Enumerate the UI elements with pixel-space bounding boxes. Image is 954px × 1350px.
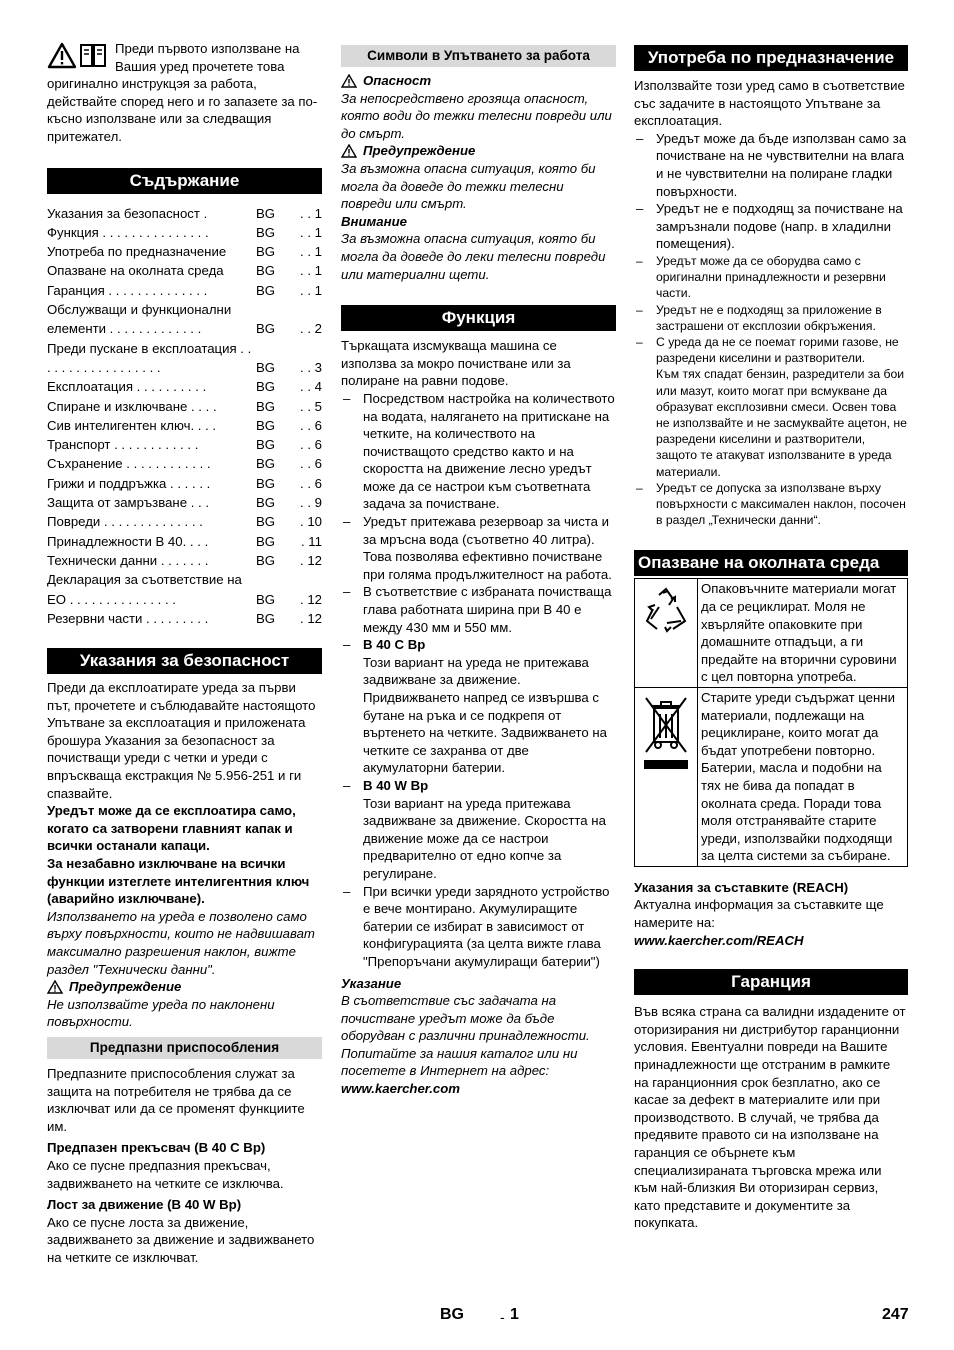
table-row [635,579,908,688]
environment-table [634,578,908,867]
toc-title: Грижи и поддръжка . . . . . . [47,475,211,491]
warning-label: Предупреждение [363,143,476,159]
list-item [341,777,616,883]
danger-label-row [341,72,616,90]
symbols-heading: Символи в Упътването за работа [341,45,616,67]
danger-text: За непосредствено грозяща опасност, която води до тежки телесни повреди или до смърт. [341,90,612,141]
footer-lang: BG [440,1306,464,1323]
switch-text: Ако се пусне предпазния прекъсвач, задвижването на четките се изключва. [47,1157,284,1191]
use-list [634,130,908,253]
toc-lang: BG [256,359,276,375]
toc-title: Повреди . . . . . . . . . . . . . . [47,514,203,530]
toc-title: Функция . . . . . . . . . . . . . . . [47,224,209,240]
list-item [634,334,908,480]
toc-title: Сив интелигентен ключ. . . . [47,417,217,433]
toc-row[interactable] [47,339,322,378]
toc-title: Съхранение . . . . . . . . . . . . [47,456,211,472]
toc-lang: BG [256,282,276,298]
toc-page: . . 9 [300,495,322,511]
toc-page: . 11 [300,533,322,549]
variant-c-title: B 40 C Bp [363,637,426,653]
toc-page: . . 2 [300,321,322,337]
toc-lang: BG [256,514,276,530]
toc-row[interactable] [47,261,322,280]
toc-lang: BG [256,244,276,260]
table-of-contents [47,204,322,629]
toc-row[interactable] [47,204,322,223]
safety-intro: Преди да експлоатирате уреда за първи път, прочетете и съблюдавайте настоящото Упътване за експлоатация и приложената брошура Указания за безопасност за почистващи уреди с четки и уреди с впръскваща екстракция № 5.956-251 и ги спазвайте. [47,680,316,801]
toc-row[interactable] [47,532,322,551]
toc-page: . . 4 [300,379,322,395]
list-item: – Уредът може да се оборудва само с оригинални принадлежности и резервни части. [634,253,908,302]
old-devices-text: Старите уреди съдържат ценни материали, подлежащи на рециклиране, които могат да бъдат употребени повторно. Батерии, масла и подобни на тях не бива да попадат в околната среда. Поради това моля отстранявайте старите уреди, използвайки подходящи за целта системи за събиране. [698,687,908,866]
list-item: – Уредът притежава резервоар за чиста и за мръсна вода (съответно 40 литра). Това позволява ефективно почистване при голяма продължителност на работа. [341,513,616,583]
toc-page: . . 6 [300,437,322,453]
toc-title: Експлоатация . . . . . . . . . . [47,379,207,395]
warning-icon [341,144,357,158]
table-row [635,687,908,866]
toc-title: Гаранция . . . . . . . . . . . . . . [47,282,208,298]
toc-row[interactable] [47,551,322,570]
lever-title: Лост за движение (B 40 W Bp) [47,1197,242,1213]
toc-lang: BG [256,321,276,337]
gas-item-text: С уреда да не се поемат горими газове, не разредени киселини и разтворители. [656,334,899,366]
caution-text: За възможна опасна ситуация, която би могла да доведе до леки телесни повреди или материални щети. [341,231,606,282]
list-item: – Уредът се допуска за използване върху повърхности с максимален наклон, посочен в раздел „Технически данни“. [634,480,908,529]
toc-title: Транспорт . . . . . . . . . . . . [47,437,199,453]
toc-title: Обслужващи и функционални елементи . . . . . . . . . . . . . [47,302,232,337]
list-item [341,636,616,777]
toc-row[interactable] [47,281,322,300]
environment-heading: Опазване на околната среда [634,550,908,576]
warning-icon [47,980,63,994]
danger-label: Опасност [363,73,432,88]
lever-text: Ако се пусне лоста за движение, задвижването за движение и задвижването на четките се изключват. [47,1214,315,1265]
safety-italic: Използването на уреда е позволено само върху повърхности, които не надвишават максимално разрешения наклон, вижте раздел "Технически данни". [47,908,315,977]
toc-title: Опазване на околната среда [47,263,224,279]
toc-page: . . 6 [300,417,322,433]
note-text: В съответствие със задачата на почистване уредът може да бъде оборудван с различни принадлежности. Попитайте за нашия каталог или ни посетете в Интернет на адрес: [341,993,590,1079]
toc-row[interactable] [47,570,322,609]
note-url[interactable]: www.kaercher.com [341,1081,460,1097]
toc-row[interactable] [47,512,322,531]
warranty-heading: Гаранция [634,969,908,995]
toc-row[interactable] [47,300,322,339]
toc-page: . . 1 [300,205,322,221]
toc-title: Технически данни . . . . . . . [47,552,209,568]
toc-page: . 12 [300,591,322,607]
toc-page: . . 3 [300,359,322,375]
use-list-small [634,253,908,528]
warning-triangle-icon [47,42,77,69]
toc-row[interactable] [47,435,322,454]
toc-lang: BG [256,552,276,568]
toc-row[interactable] [47,397,322,416]
switch-title: Предпазен прекъсвач (B 40 C Bp) [47,1140,266,1156]
toc-page: . . 1 [300,263,322,279]
warning-label-row [341,142,616,160]
reach-url[interactable]: www.kaercher.com/REACH [634,932,804,948]
toc-lang: BG [256,533,276,549]
column-left [47,40,322,1267]
use-intro: Използвайте този уред само в съответствие със задачите в настоящото Упътване за експлоатация. [634,78,905,129]
variant-w-text: Този вариант на уреда притежава задвижване за движение. Скоростта на движение може да се настрои предварително от едно копче за регулиране. [363,795,606,881]
toc-page: . 12 [300,552,322,568]
footer-separator: - [500,1309,505,1325]
intro-block [47,40,322,146]
devices-heading: Предпазни приспособления [47,1037,322,1059]
toc-row[interactable] [47,416,322,435]
safety-bold-1: Уредът може да се експлоатира само, когато са затворени главният капак и всички останали капаци. [47,803,296,854]
toc-heading: Съдържание [47,168,322,194]
safety-warning-label: Предупреждение [69,979,182,995]
list-item: – Уредът може да бъде използван само за почистване на не чувствителни на влага и не чувствителни на полиране гладки повърхности. [634,130,908,200]
toc-lang: BG [256,591,276,607]
danger-icon [341,74,357,88]
list-item: – При всички уреди зарядното устройство е вече монтирано. Акумулиращите батерии се избират в зависимост от конфигурацията (за целта вижте глава "Препоръчани акумулиращи батерии") [341,883,616,971]
packaging-text: Опаковъчните материали могат да се рециклират. Моля не хвърляйте опаковките при домашните отпадъци, а ги предайте на вторични суровини с цел повторна употреба. [698,579,908,688]
warning-text: За възможна опасна ситуация, която би могла да доведе до тежки телесни повреди или смърт. [341,160,596,212]
toc-lang: BG [256,610,276,626]
toc-row[interactable] [47,474,322,493]
toc-title: Преди пускане в експлоатация . . . . . . . . . . . . . . . . . . [47,340,252,375]
toc-row[interactable] [47,609,322,628]
toc-title: Принадлежности B 40. . . . [47,533,209,549]
toc-lang: BG [256,263,276,279]
caution-label: Внимание [341,213,407,229]
list-item: – Уредът не е подходящ за приложение в застрашени от експлозии обкръжения. [634,302,908,334]
toc-row[interactable] [47,454,322,473]
column-middle [341,40,616,1098]
devices-text: Предпазните приспособления служат за защита на потребителя не трябва да се изключват или да се променят функциите им. [47,1065,305,1134]
toc-title: Употреба по предназначение [47,244,227,260]
toc-page: . . 6 [300,475,322,491]
list-item: – Посредством настройка на количеството на водата, налягането на притискане на четките, на количеството на почистващото средство както и на скоростта на движение лесно уредът може да се настрои към съответната задача за почистване. [341,390,616,513]
toc-title: Резервни части . . . . . . . . . [47,610,209,626]
use-heading: Употреба по предназначение [634,45,908,71]
toc-row[interactable] [47,242,322,261]
toc-page: . . 6 [300,456,322,472]
toc-lang: BG [256,379,276,395]
toc-row[interactable] [47,377,322,396]
footer-page-number: 247 [882,1306,909,1323]
toc-page: . . 1 [300,224,322,240]
function-intro: Търкащата изсмукваща машина се използва за мокро почистване или за полиране на равни подове. [341,338,571,389]
safety-bold-2: За незабавно изключване на всички функции изтеглете интелигентния ключ (аварийно изключване). [47,856,310,907]
toc-title: Защита от замръзване . . . [47,495,210,511]
toc-title: Спиране и изключване . . . . [47,398,217,414]
toc-lang: BG [256,205,276,221]
recycle-icon [641,585,691,635]
warranty-text: Във всяка страна са валидни издадените от оторизирания ни дистрибутор гаранционни условия. Евентуални повреди на Вашите принадлежности ще отстраним в рамките на гаранционния срок безплатно, ако се касае за дефект в материалите или при производството. В случай, че трябва да предявите правото си на използване на гаранция се обърнете към специализираната търговска мрежа или към най-близкия Ви оторизиран сервиз, като представите и документите за покупката. [634,1004,906,1231]
variant-c-text: Този вариант на уреда не притежава задвижване за движение. Придвижването напред се извършва с бутане на ръка и се подкрепя от въртенето на четките. Задвижването на четките се захранва от две акумулаторни батерии. [363,654,607,776]
toc-title: Декларация за съответствие на ЕО . . . . . . . . . . . . . . . [47,572,242,607]
toc-page: . 12 [300,610,322,626]
safety-warning-label-row [47,978,322,996]
gas-item-extra: Към тях спадат бензин, разредители за бои или мазут, които могат при всмукване да образуват експлозивни смеси. Освен това не използвайте и не засмуквайте ацетон, не разредени киселини и разтворители, защото те атакуват използваните в уреда материали. [656,367,907,479]
function-heading: Функция [341,305,616,331]
toc-row[interactable] [47,493,322,512]
toc-row[interactable] [47,223,322,242]
function-list [341,390,616,971]
toc-lang: BG [256,224,276,240]
intro-text: Преди първото използване на Вашия уред прочетете това оригинално инструкцэя за работа, действайте според него и го запазете за по-късно използване или за следващия притежател. [47,41,318,144]
reach-text: Актуална информация за съставките ще намерите на: [634,897,884,931]
toc-page: . . 5 [300,398,322,414]
safety-warning-text: Не използвайте уреда по наклонени повърхности. [47,996,275,1030]
toc-lang: BG [256,456,276,472]
list-item: – В съответствие с избраната почистваща глава работната ширина при B 40 е между 430 мм и 550 мм. [341,583,616,636]
toc-page: . . 1 [300,282,322,298]
manual-book-icon [79,42,107,69]
toc-lang: BG [256,495,276,511]
variant-w-title: B 40 W Bp [363,777,429,793]
note-label: Указание [341,975,402,991]
toc-lang: BG [256,398,276,414]
safety-heading: Указания за безопасност [47,648,322,674]
toc-page: . . 1 [300,244,322,260]
reach-title: Указания за съставките (REACH) [634,879,849,895]
crossed-bin-icon [642,694,690,774]
footer-local-page: 1 [510,1306,519,1323]
toc-title: Указания за безопасност . [47,205,208,221]
toc-lang: BG [256,475,276,491]
list-item: – Уредът не е подходящ за почистване на замръзнали подове (напр. в хладилни помещения). [634,200,908,253]
toc-lang: BG [256,417,276,433]
column-right [634,40,908,1232]
toc-page: . 10 [300,514,322,530]
toc-lang: BG [256,437,276,453]
